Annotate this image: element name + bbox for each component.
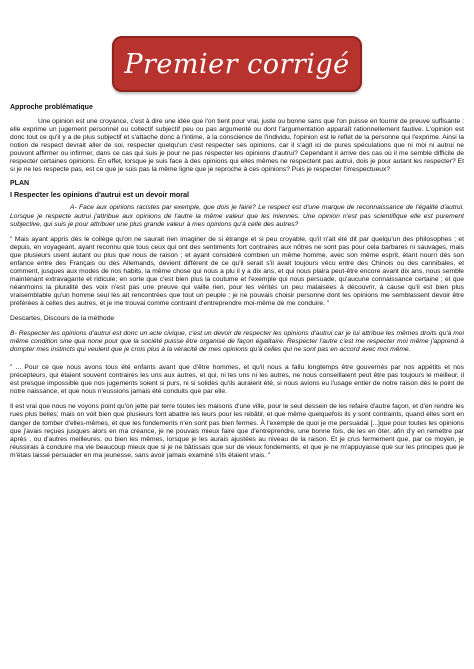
part-b-paragraph: B- Respecter les opinions d'autrui est donc un acte civique, c'est un devoir de respecter les opinions d'autrui car je lui attribue les mêmes droits qu'à moi même condition sine qua none pour que la société puisse être organisé de façon égalitaire. Respecter l'autre c'est me respecter moi même j'apprend à dompter mes instincts qui veulent que je crois plus à la véracité de mes opinions qu'à celles qui ne sont pas en accord avec moi même. xyxy=(10,330,464,354)
banner-title: Premier corrigé xyxy=(124,48,350,80)
descartes-quote-3: Il est vrai que nous ne voyons point qu'on jette par terre toutes les maisons d'une ville, pour le seul dessein de les refaire d'autre façon, et d'en rendre les rues plus belles; mais on voit bien que plusieurs font abattre les leurs pour les rebâtir, et que même quelquefois ils y sont contraints, quand elles sont en danger de tomber d'elles-mêmes, et que les fondements n'en sont pas bien fermes. À l'exemple de quoi je me persuadai [...]que pour toutes les opinions que j'avais reçues jusques alors en ma créance, je ne pouvais mieux faire que d'entreprendre, une bonne fois, de les en ôter, afin d'y en remettre par après , ou d'autres meilleures, ou bien les mêmes, lorsque je les aurais ajustées au niveau de la raison. Et je crus fermement que, par ce moyen, je réussirais à conduire ma vie beaucoup mieux que si je ne bâtissais que sur de vieux fondements, et que je ne m'appuyasse que sur les principes que je m'étais laissé persuader en ma jeunesse, sans avoir jamais examiné s'ils étaient vrais. " xyxy=(10,403,464,459)
title-banner xyxy=(112,36,362,92)
plan-label: PLAN xyxy=(10,180,30,188)
approach-paragraph: Une opinion est une croyance, c'est à dire une idée que l'on tient pour vrai, juste ou bonne sans que l'on puisse en fournir de preuve suffisante : elle exprime un jugement personnel ou collectif subjectif peu ou pas argumenté ou dont l'argumentation apparaît rationnellement fautive. L'opinion est donc tout ce qu'il y a de plus subjectif et s'attache donc à l'intime, à la conscience de l'individu, l'opinion est le reflet de la personne qui l'exprime. Ainsi la notion de respect devrait aller de soi, respecter quelqu'un c'est respecter ses opinions, car il s'agit ici de pures spéculations que ni moi ni autrui ne pouvont affirmer ou infirmer, dans ce cas qui suis je pour ne pas respecter les opinions d'autrui? Cependant il arrive des cas où il me semble difficile de respecter certaines opinions. En effet, lorsque je suis face à des opinions qui elles mêmes ne respectent pas autrui, dois je pour autant les respecter? Et si je ne les respecte pas, est ce que je suis pas la même ligne que je reproche à ces opinions? Puis je respecter l'irrespectueux? xyxy=(10,118,464,174)
part1-title: I Respecter les opinions d'autrui est un devoir moral xyxy=(10,190,190,200)
document-body xyxy=(10,104,464,460)
approach-heading: Approche problématique xyxy=(10,104,93,111)
part-a-paragraph: A- Face aux opinions racistes par exemple, que dois je faire? Le respect est d'une marque de reconnaissance de l'égalité d'autrui. Lorsque je respecte autrui j'attribue aux opinions de l'autre la même valeur que les miennes. Une opinion n'est pas scientifique elle est purement subjective, qui suis je pour attribuer une plus grande valeur à mes opinions qu'à celle des autres? xyxy=(10,204,464,228)
descartes-citation: Descartes, Discours de la méthode xyxy=(10,315,115,323)
descartes-quote-2: " ... Pour ce que nous avons tous été enfants avant que d'être hommes, et qu'il nous a fallu longtemps être gouvernés par nos appétits et nos précepteurs, qui étaient souvent contraires les uns aux autres, et qui, ni les uns ni les autres, ne nous conseillaient peut être pas toujours le meilleur, il est presque impossible que nos jugements soient si purs, ni si solides qu'ils auraient été, si nous avions eu l'usage entier de notre raison dès le point de notre naissance, et que nous n'eussions jamais été conduits que par elle. xyxy=(10,364,464,396)
descartes-quote-1: " Mais ayant appris dès le collège qu'on ne saurait rien imaginer de si étrange et si peu croyable, qu'il n'ait été dit par quelqu'un des philosophes ; et depuis, en voyageant, ayant reconnu que tous ceux qui ont des sentiments fort contraires aux nôtres ne sont pas pour cela barbares ni sauvages, mais que plusieurs usent autant ou plus que nous de raison ; et ayant considéré combien un même homme, avec son même esprit, étant nourri dès son enfance entre des Français ou des Allemands, devient différent de ce qu'il serait s'il avait toujours vécu entre des Chinois ou des cannibales, et comment, jusques aux modes de nos habits, la même chose qui nous a plu il y a dix ans, et qui nous plaira peut-être encore avant dix ans, nous semble maintenant extravagante et ridicule; en sorte que c'est bien plus la coutume et l'exemple qui nous persuade, qu'aucune connaissance certaine ; et que néanmoins la pluralité des voix n'est pas une preuve qui vaille rien, pour les vérités un peu malaisées à découvrir, à cause qu'il est bien plus vraisemblable qu'un homme seul les ait rencontrées que tout un peuple ; je ne pouvais choisir personne dont les opinions me semblassent devoir être préférées à celles des autres, et je me trouvai comme contraint d'entreprendre moi-même de me conduire. " xyxy=(10,235,464,307)
